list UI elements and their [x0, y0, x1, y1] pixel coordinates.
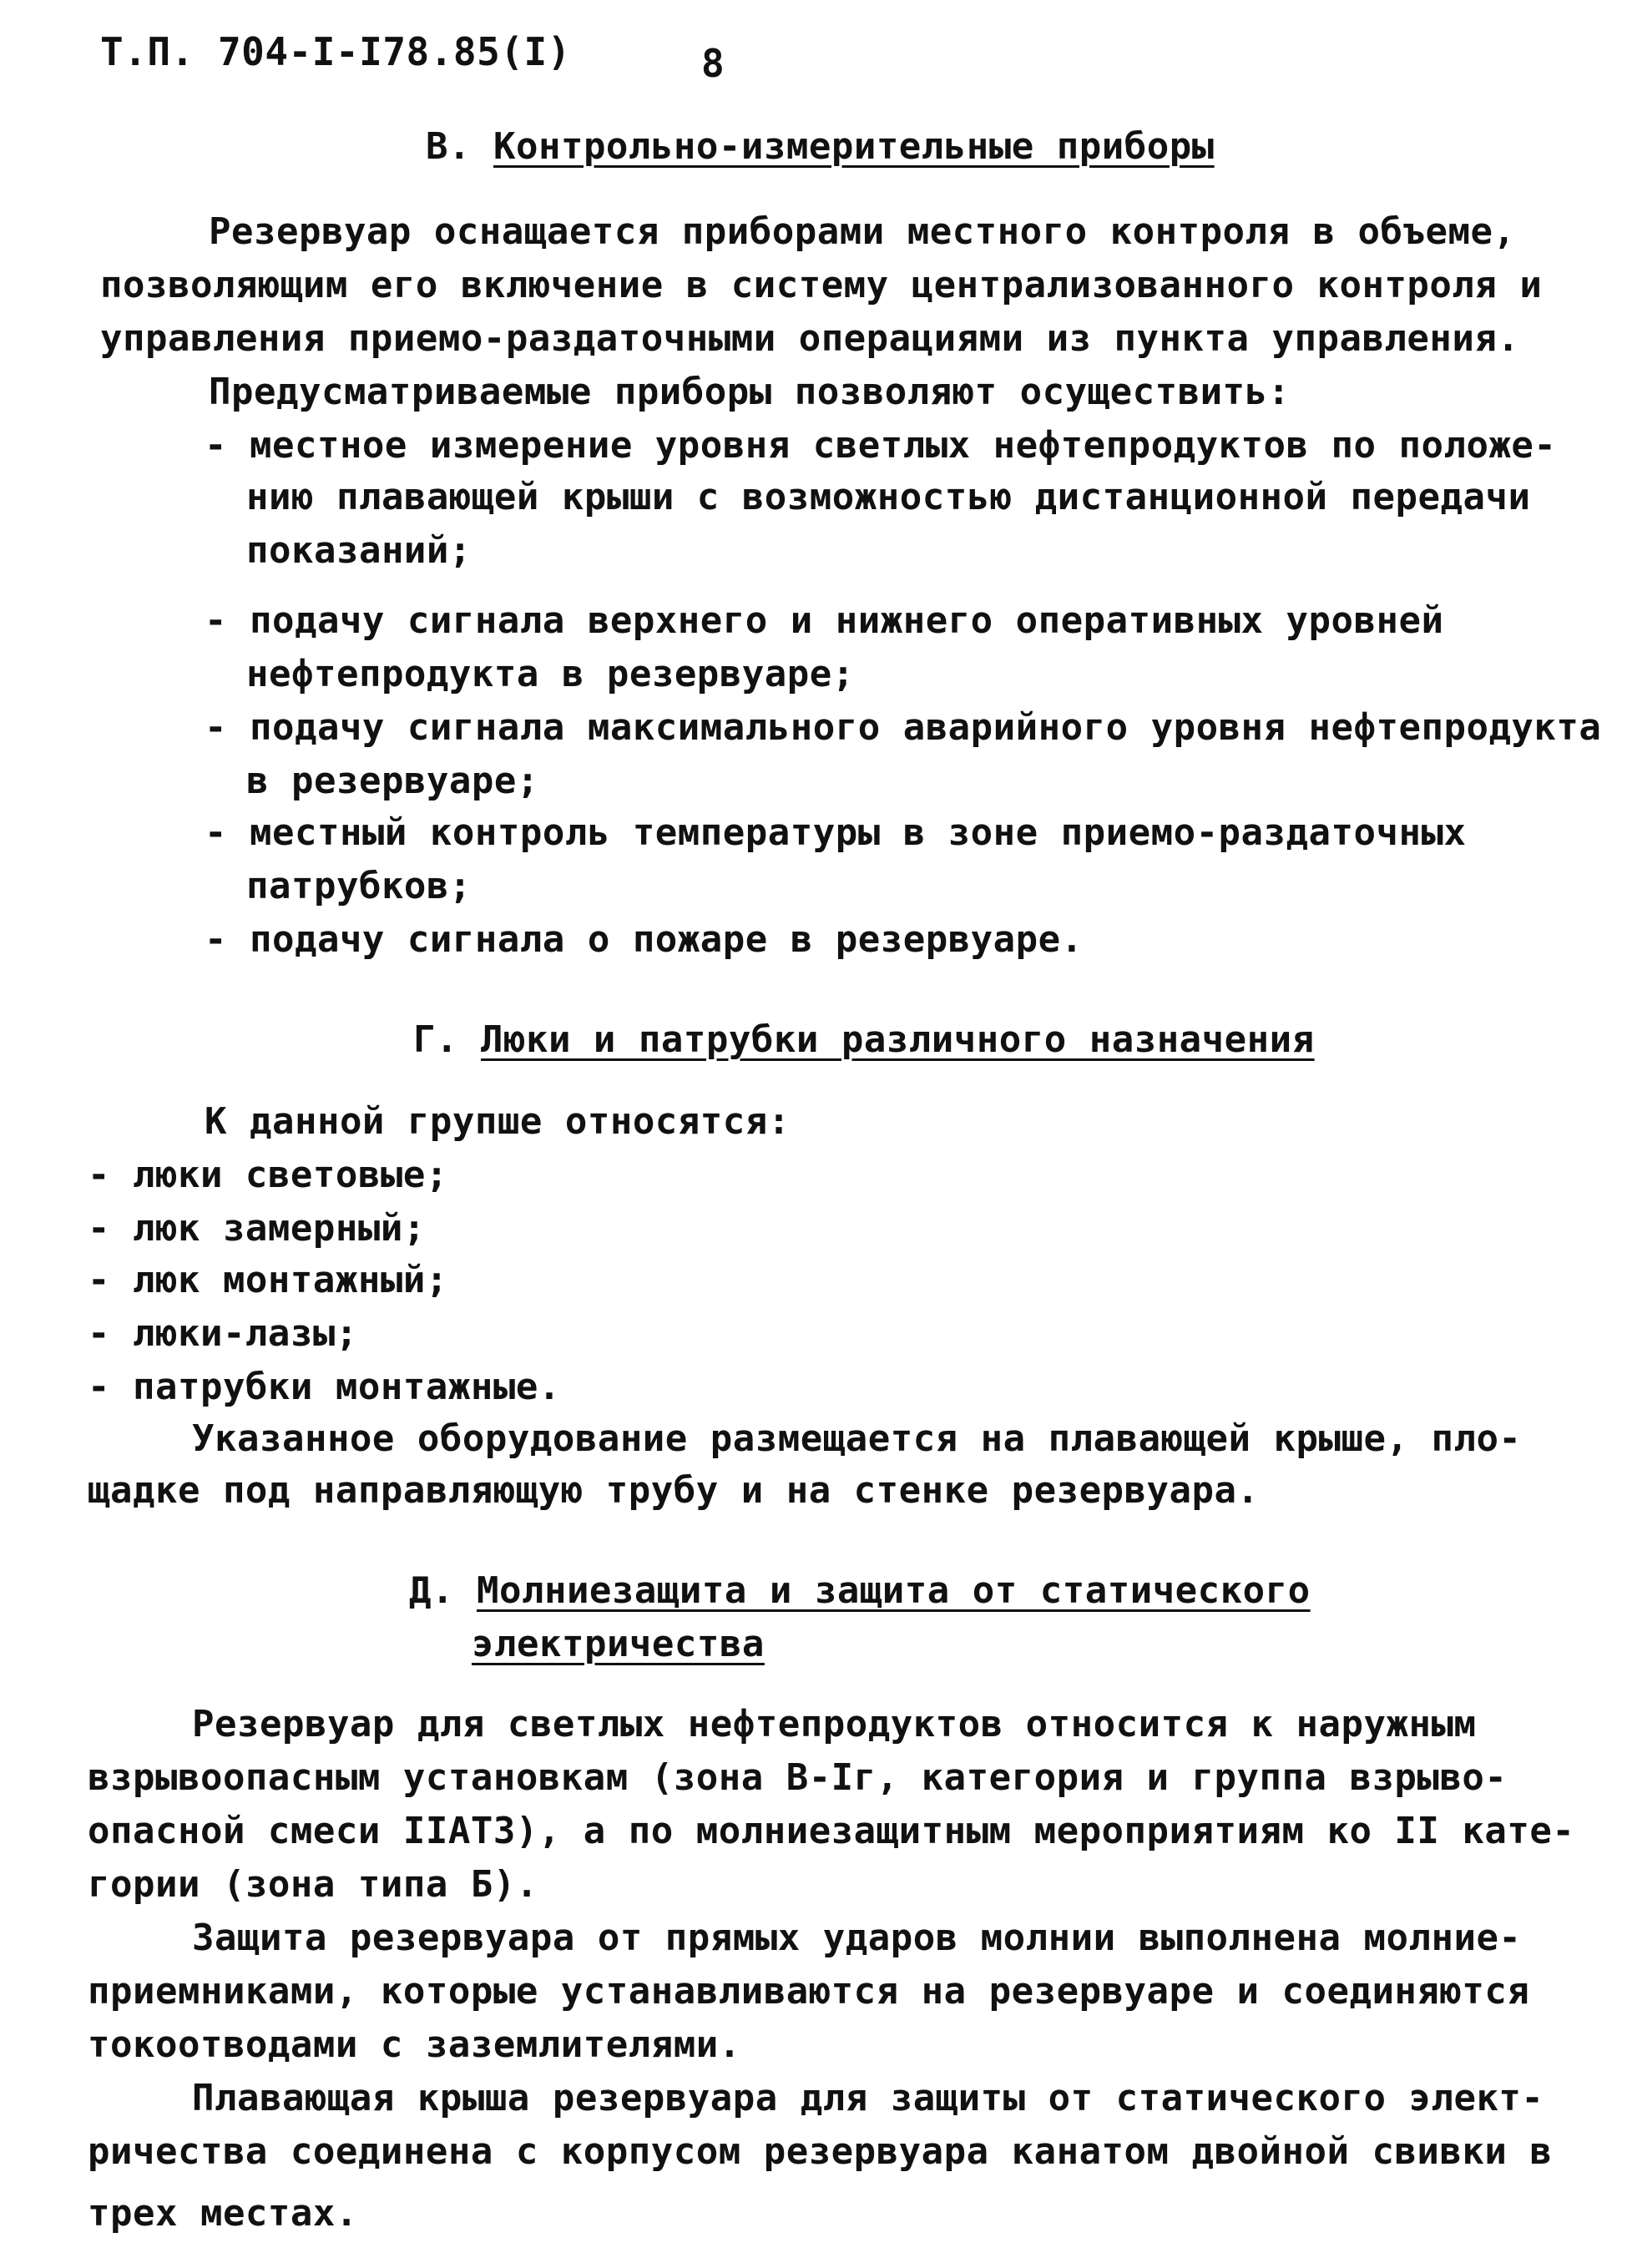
- section-letter: Д.: [409, 1569, 454, 1612]
- section-title: Молниезащита и защита от статического: [476, 1569, 1311, 1612]
- paragraph-line: управления приемо-раздаточными операциями из пункта управления.: [100, 317, 1520, 360]
- paragraph-line: гории (зона типа Б).: [88, 1863, 538, 1906]
- section-title: Контрольно-измерительные приборы: [493, 125, 1215, 168]
- list-item: - люки-лазы;: [88, 1312, 358, 1355]
- section-letter: В.: [426, 125, 471, 168]
- section-title-continuation: электричества: [472, 1623, 765, 1665]
- paragraph-line: Резервуар для светлых нефтепродуктов относится к наружным: [192, 1703, 1477, 1745]
- paragraph-line: Предусматриваемые приборы позволяют осуществить:: [209, 371, 1291, 413]
- list-item: - местное измерение уровня светлых нефтепродуктов по положе-: [205, 424, 1557, 467]
- list-item: - патрубки монтажные.: [88, 1366, 561, 1408]
- paragraph-line: взрывоопасным установкам (зона В-Iг, категория и группа взрыво-: [88, 1756, 1508, 1799]
- section-title: Люки и патрубки различного назначения: [480, 1018, 1315, 1061]
- list-item: - подачу сигнала о пожаре в резервуаре.: [205, 918, 1084, 961]
- paragraph-line: опасной смеси IIАТ3), а по молниезащитным мероприятиям ко II кате-: [88, 1810, 1575, 1852]
- list-item: - люк замерный;: [88, 1207, 426, 1250]
- section-letter: Г.: [413, 1018, 458, 1061]
- section-heading-v: [426, 125, 1215, 169]
- document-code: Т.П. 704-I-I78.85(I): [100, 29, 571, 74]
- list-item-continuation: патрубков;: [246, 865, 472, 907]
- paragraph-line: Защита резервуара от прямых ударов молнии выполнена молние-: [192, 1917, 1522, 1959]
- list-item-continuation: показаний;: [246, 529, 472, 572]
- paragraph-line: позволяющим его включение в систему централизованного контроля и: [100, 264, 1543, 306]
- paragraph-line: щадке под направляющую трубу и на стенке резервуара.: [88, 1469, 1260, 1512]
- paragraph-line: приемниками, которые устанавливаются на резервуаре и соединяются: [88, 1970, 1530, 2013]
- paragraph-line: Резервуар оснащается приборами местного контроля в объеме,: [209, 210, 1516, 253]
- list-item: - люки световые;: [88, 1154, 448, 1196]
- list-item: - подачу сигнала верхнего и нижнего оперативных уровней: [205, 599, 1444, 642]
- list-item-continuation: нефтепродукта в резервуаре;: [246, 653, 855, 695]
- list-item: - подачу сигнала максимального аварийного уровня нефтепродукта: [205, 706, 1602, 749]
- section-heading-g: [413, 1018, 1315, 1062]
- list-item-continuation: в резервуаре;: [246, 760, 539, 802]
- paragraph-line: Указанное оборудование размещается на плавающей крыше, пло-: [192, 1417, 1522, 1460]
- paragraph-line: К данной групше относятся:: [205, 1100, 791, 1143]
- page-number: 8: [701, 41, 725, 86]
- paragraph-line: ричества соединена с корпусом резервуара канатом двойной свивки в: [88, 2130, 1553, 2173]
- list-item: - местный контроль температуры в зоне приемо-раздаточных: [205, 811, 1467, 854]
- section-heading-d: [409, 1569, 1311, 1613]
- list-item-continuation: нию плавающей крыши с возможностью дистанционной передачи: [246, 476, 1531, 518]
- paragraph-line: Плавающая крыша резервуара для защиты от статического элект-: [192, 2077, 1544, 2119]
- list-item: - люк монтажный;: [88, 1259, 448, 1301]
- paragraph-line: токоотводами с заземлителями.: [88, 2023, 741, 2066]
- paragraph-line: трех местах.: [88, 2192, 358, 2235]
